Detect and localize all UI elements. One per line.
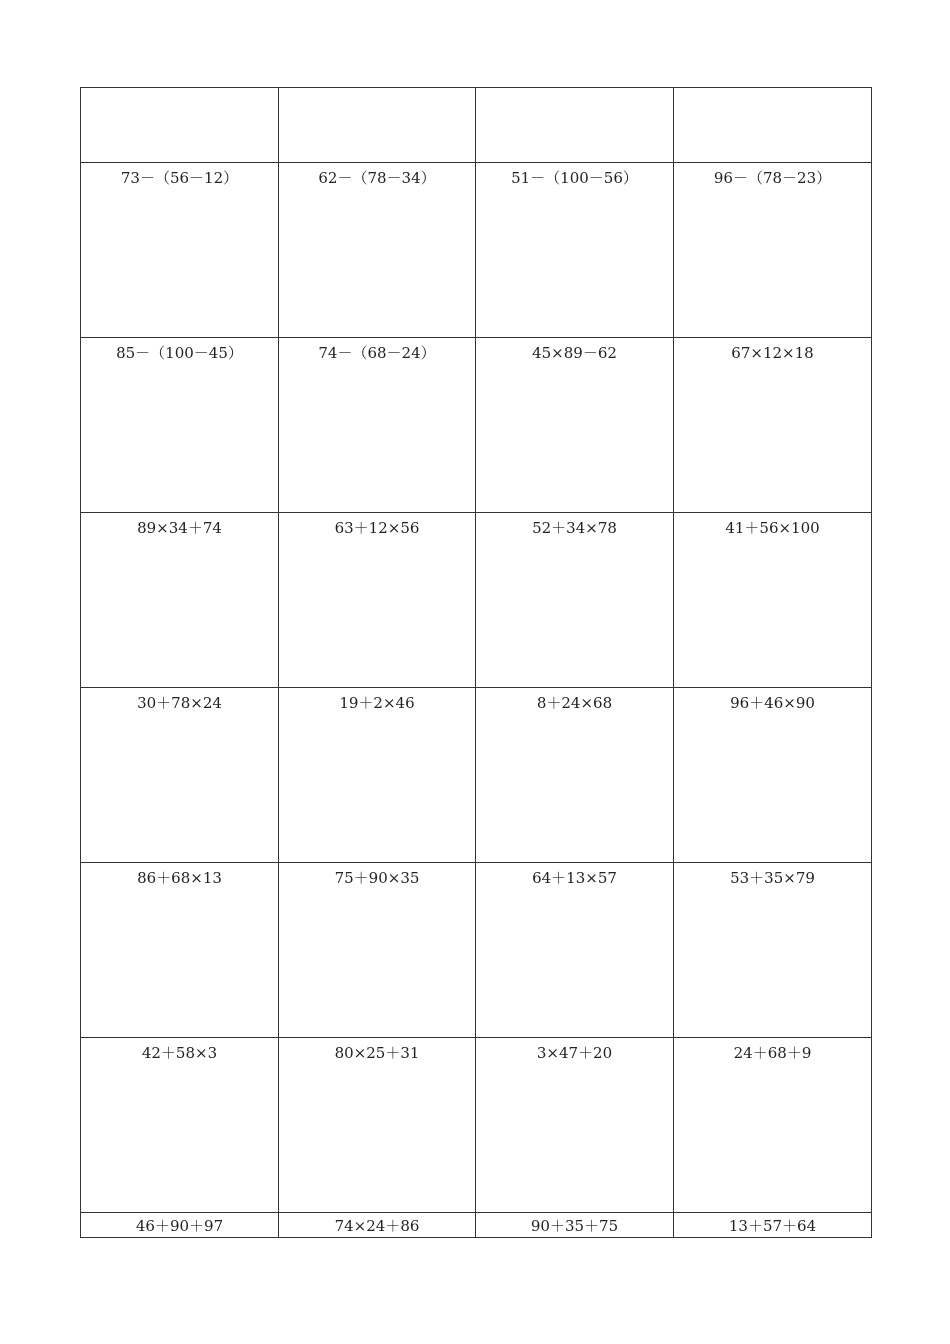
header-cell [476, 88, 674, 163]
problem-cell [674, 1038, 872, 1213]
expression: 8＋24×68 [536, 694, 613, 712]
expression: 53＋35×79 [730, 869, 815, 887]
expression: 42＋58×3 [141, 1044, 218, 1062]
problem-cell [279, 513, 476, 688]
expression: 74×24＋86 [334, 1217, 420, 1235]
problem-row [81, 513, 872, 688]
expression: 52＋34×78 [532, 519, 617, 537]
problem-cell [279, 1038, 476, 1213]
problem-cell [81, 863, 279, 1038]
problem-row-partial [81, 1213, 872, 1238]
expression: 3×47＋20 [536, 1044, 613, 1062]
expression: 41＋56×100 [725, 519, 820, 537]
problem-cell [476, 513, 674, 688]
header-cell [279, 88, 476, 163]
header-row [81, 88, 872, 163]
problem-row [81, 163, 872, 338]
expression: 80×25＋31 [334, 1044, 420, 1062]
problem-cell [279, 338, 476, 513]
problem-row [81, 338, 872, 513]
problem-cell [81, 513, 279, 688]
problem-cell [476, 863, 674, 1038]
expression: 13＋57＋64 [728, 1217, 817, 1235]
problem-cell [476, 1038, 674, 1213]
problem-cell [674, 863, 872, 1038]
worksheet-table [80, 87, 872, 1238]
problem-cell [674, 688, 872, 863]
expression: 85－（100－45） [116, 344, 243, 362]
expression: 46＋90＋97 [135, 1217, 224, 1235]
expression: 62－（78－34） [318, 169, 436, 187]
header-cell [674, 88, 872, 163]
expression: 64＋13×57 [532, 869, 617, 887]
problem-cell [476, 163, 674, 338]
expression: 74－（68－24） [318, 344, 436, 362]
problem-cell [81, 1038, 279, 1213]
expression: 45×89－62 [532, 344, 617, 362]
expression: 63＋12×56 [334, 519, 420, 537]
problem-cell [674, 338, 872, 513]
problem-cell [279, 688, 476, 863]
problem-cell [81, 163, 279, 338]
problem-cell [279, 163, 476, 338]
problem-row [81, 688, 872, 863]
problem-row [81, 863, 872, 1038]
problem-cell [476, 688, 674, 863]
expression: 30＋78×24 [137, 694, 222, 712]
problem-cell [279, 1213, 476, 1238]
problem-cell [81, 1213, 279, 1238]
expression: 19＋2×46 [339, 694, 415, 712]
problem-cell [279, 863, 476, 1038]
expression: 89×34＋74 [137, 519, 222, 537]
problem-cell [476, 338, 674, 513]
expression: 67×12×18 [731, 344, 814, 362]
expression: 90＋35＋75 [530, 1217, 619, 1235]
problem-cell [476, 1213, 674, 1238]
expression: 96－（78－23） [713, 169, 832, 187]
problem-cell [81, 688, 279, 863]
expression: 86＋68×13 [137, 869, 222, 887]
header-cell [81, 88, 279, 163]
problem-row [81, 1038, 872, 1213]
problem-cell [81, 338, 279, 513]
expression: 96＋46×90 [730, 694, 815, 712]
expression: 75＋90×35 [334, 869, 420, 887]
problem-cell [674, 1213, 872, 1238]
problem-cell [674, 163, 872, 338]
problem-cell [674, 513, 872, 688]
expression: 51－（100－56） [511, 169, 638, 187]
expression: 24＋68＋9 [733, 1044, 812, 1062]
expression: 73－（56－12） [120, 169, 239, 187]
